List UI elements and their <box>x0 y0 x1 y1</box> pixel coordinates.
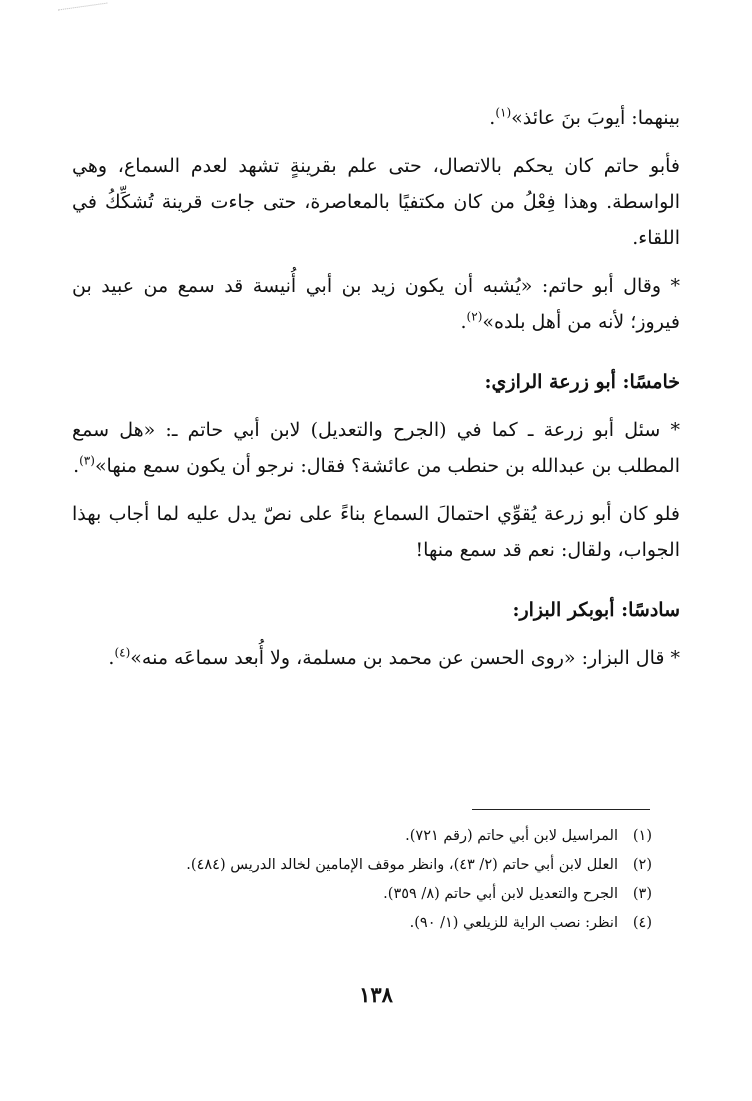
paragraph-text: بينهما: أيوبَ بنَ عائذ» <box>511 107 680 129</box>
footnote-text: المراسيل لابن أبي حاتم (رقم ٧٢١). <box>405 828 618 844</box>
footnote-text: الجرح والتعديل لابن أبي حاتم (٨/ ٣٥٩). <box>383 886 618 902</box>
paragraph-tail: . <box>489 107 496 129</box>
footnote-ref: (١) <box>495 105 512 120</box>
footnote-number: (٣) <box>632 886 652 902</box>
paragraph-tail: . <box>460 311 467 333</box>
footnote-number: (٢) <box>632 857 652 873</box>
footnote <box>100 851 652 880</box>
footnote-ref: (٣) <box>79 453 95 468</box>
footnote <box>100 822 652 851</box>
paragraph <box>72 496 680 568</box>
paragraph-text: فأبو حاتم كان يحكم بالاتصال، حتى علم بقرينةٍ تشهد لعدم السماع، وهي الواسطة. وهذا فِعْلُ من كان مكتفيًا بالمعاصرة، حتى جاءت قرينة تُشكِّكُ في اللقاء. <box>72 155 680 249</box>
paragraph-text: * سئل أبو زرعة ـ كما في (الجرح والتعديل) لابن أبي حاتم ـ: «هل سمع المطلب بن عبدالله بن حنطب من عائشة؟ فقال: نرجو أن يكون سمع منها» <box>72 419 680 477</box>
footnote-separator <box>472 809 650 810</box>
paragraph-text: * وقال أبو حاتم: «يُشبه أن يكون زيد بن أبي أُنيسة قد سمع من عبيد بن فيروز؛ لأنه من أهل بلده» <box>72 275 680 333</box>
paragraph <box>72 412 680 484</box>
paragraph-tail: . <box>73 455 80 477</box>
paragraph-text: * قال البزار: «روى الحسن عن محمد بن مسلمة، ولا أُبعد سماعَه منه» <box>130 647 680 669</box>
footnote <box>100 880 652 909</box>
footnote-ref: (٢) <box>466 309 483 324</box>
section-heading: سادسًا: أبوبكر البزار: <box>512 599 680 621</box>
paragraph <box>72 268 680 340</box>
scan-mark <box>58 3 108 17</box>
paragraph <box>72 148 680 256</box>
footnote-text: انظر: نصب الراية للزيلعي (١/ ٩٠). <box>409 915 618 931</box>
footnote-ref: (٤) <box>114 645 131 660</box>
paragraph <box>72 640 680 676</box>
footnotes <box>100 822 652 938</box>
main-text <box>72 100 680 688</box>
paragraph <box>72 100 680 136</box>
footnote-number: (٤) <box>632 915 652 931</box>
footnote <box>100 909 652 938</box>
footnote-number: (١) <box>632 828 652 844</box>
paragraph-tail: . <box>108 647 115 669</box>
paragraph-text: فلو كان أبو زرعة يُقوِّي احتمالَ السماع بناءً على نصّ يدل عليه لما أجاب بهذا الجواب، ولقال: نعم قد سمع منها! <box>72 503 681 561</box>
footnote-text: العلل لابن أبي حاتم (٢/ ٤٣)، وانظر موقف الإمامين لخالد الدريس (٤٨٤). <box>186 857 618 873</box>
section-heading: خامسًا: أبو زرعة الرازي: <box>484 371 680 393</box>
page-number: ١٣٨ <box>359 982 393 1007</box>
